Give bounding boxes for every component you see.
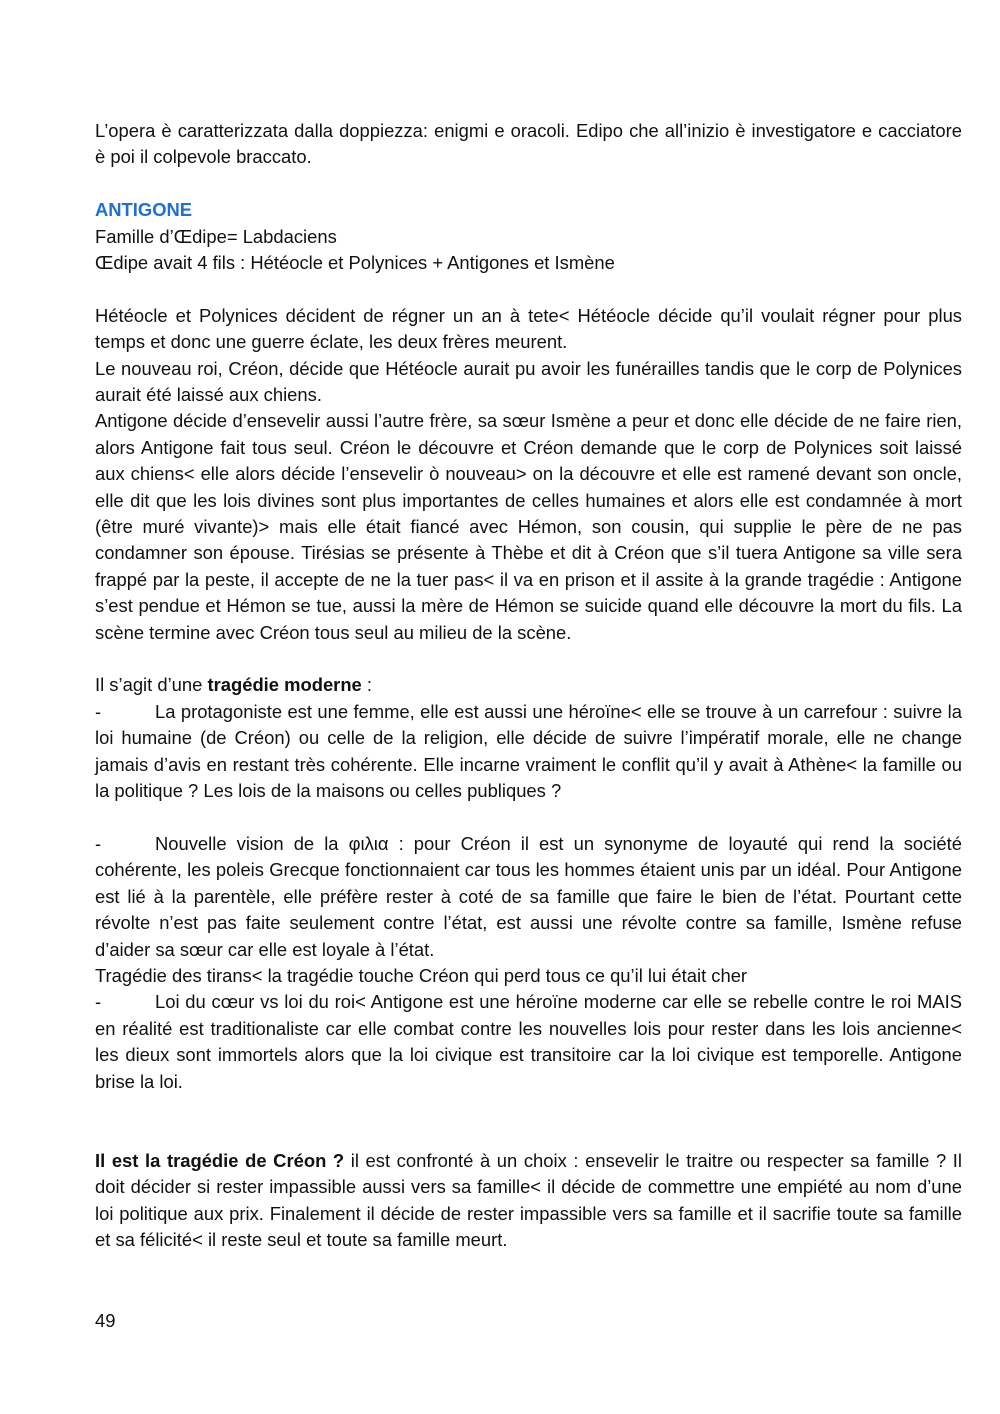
page-content [95, 118, 962, 1253]
intro-paragraph: L’opera è caratterizzata dalla doppiezza: enigmi e oracoli. Edipo che all’inizio è investigatore e cacciatore è poi il colpevole braccato. [95, 120, 962, 168]
spacer [95, 646, 962, 672]
spacer [95, 171, 962, 197]
bullet-item-2 [95, 831, 962, 963]
spacer [95, 1095, 962, 1148]
modern-tragedy-intro [95, 672, 962, 698]
bullet-dash: - [95, 991, 102, 1013]
creon-text: il est confronté à un choix : ensevelir le traitre ou respecter sa famille ? Il doit décider si rester impassible aussi vers sa famille< il décide de commettre une empiété au nom d’une loi politique aux prix. Finalement il décide de rester impassible vers sa famille et il sacrifie toute sa famille et sa félicité< il reste seul et toute sa famille meurt. [95, 1149, 962, 1250]
creon-paragraph [95, 1148, 962, 1254]
spacer [95, 276, 962, 302]
modern-intro-post: : [361, 674, 373, 696]
modern-intro-bold: tragédie moderne [207, 674, 362, 696]
bullet-text-3: Loi du cœur vs loi du roi< Antigone est une héroïne moderne car elle se rebelle contre le roi MAIS en réalité est traditionaliste car elle combat contre les nouvelles lois pour rester dans les lois ancienne< les dieux sont immortels alors que la loi civique est transitoire car la loi civique est temporelle. Antigone brise la loi. [95, 991, 962, 1092]
creon-question: Il est la tragédie de Créon ? [95, 1149, 345, 1171]
spacer [95, 805, 962, 831]
sons-line: Œdipe avait 4 fils : Hétéocle et Polynices + Antigones et Ismène [95, 252, 615, 274]
bullet-text-1: La protagoniste est une femme, elle est aussi une héroïne< elle se trouve à un carrefour : suivre la loi humaine (de Créon) ou celle de la religion, elle décide de suivre l’impératif morale, elle ne change jamais d’avis en restant très cohérente. Elle incarne vraiment le conflit qu’il y avait à Athène< la famille ou la politique ? Les lois de la maisons ou celles publiques ? [95, 700, 962, 802]
page-number: 49 [95, 1310, 116, 1331]
plot-paragraph-3: Antigone décide d’ensevelir aussi l’autre frère, sa sœur Ismène a peur et donc elle décide de ne faire rien, alors Antigone fait tous seul. Créon le découvre et Créon demande que le corp de Polynices soit laissé aux chiens< elle alors décide l’ensevelir ò nouveau> on la découvre et elle est ramené devant son oncle, elle dit que les lois divines sont plus importantes de celles humaines et alors elle est condamnée à mort (être muré vivante)> mais elle était fiancé avec Hémon, son cousin, qui supplie le père de ne pas condamner son épouse. Tirésias se présente à Thèbe et dit à Créon que s’il tuera Antigone sa ville sera frappé par la peste, il accepte de ne la tuer pas< il va en prison et il assite à la grande tragédie : Antigone s’est pendue et Hémon se tue, aussi la mère de Hémon se suicide quand elle découvre la mort du fils. La scène termine avec Créon tous seul au milieu de la scène. [95, 410, 962, 643]
bullet-item-1 [95, 699, 962, 805]
bullet-item-3 [95, 989, 962, 1095]
bullet-dash: - [95, 700, 102, 722]
bullet-text-2: Nouvelle vision de la φιλια : pour Créon il est un synonyme de loyauté qui rend la société cohérente, les poleis Grecque fonctionnaient car tous les hommes étaient unis par un idéal. Pour Antigone est lié à la parentèle, elle préfère rester à coté de sa famille que faire le bien de l’état. Pourtant cette révolte n’est pas faite seulement contre l’état, est aussi une révolte contre sa famille, Ismène refuse d’aider sa sœur car elle est loyale à l’état. [95, 832, 962, 960]
section-heading: ANTIGONE [95, 199, 193, 221]
tyrants-line: Tragédie des tirans< la tragédie touche Créon qui perd tous ce qu’il lui était cher [95, 964, 748, 986]
bullet-dash: - [95, 832, 102, 854]
modern-intro-pre: Il s’agit d’une [95, 674, 208, 696]
plot-paragraph-1: Hétéocle et Polynices décident de régner un an à tete< Hétéocle décide qu’il voulait régner pour plus temps et donc une guerre éclate, les deux frères meurent. [95, 304, 962, 353]
family-line: Famille d’Œdipe= Labdaciens [95, 225, 337, 247]
plot-paragraph-2: Le nouveau roi, Créon, décide que Hétéocle aurait pu avoir les funérailles tandis que le corp de Polynices aurait été laissé aux chiens. [95, 357, 962, 406]
